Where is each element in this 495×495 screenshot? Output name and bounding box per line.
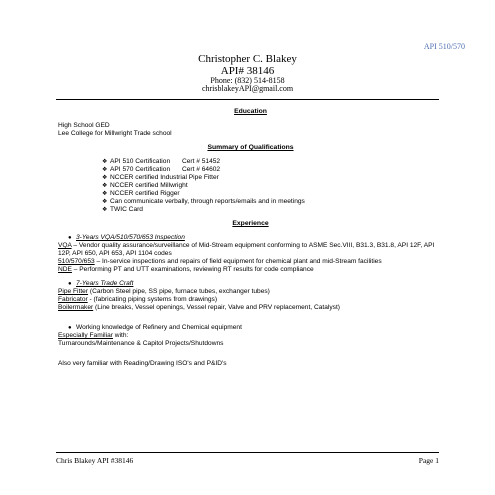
diamond-bullet-icon: ❖	[102, 167, 108, 173]
cert-number: Cert # 51452	[181, 158, 221, 165]
qualification-item: ❖ API 570 Certification Cert # 64602	[102, 166, 221, 173]
bullet-icon: ●	[68, 235, 72, 241]
diamond-bullet-icon: ❖	[102, 183, 108, 189]
education-line: Lee College for Millwright Trade school	[58, 130, 172, 137]
qualification-item: ❖ API 510 Certification Cert # 51452	[102, 158, 221, 165]
phone-number: Phone: (832) 514-8158	[210, 76, 285, 86]
education-title: Education	[234, 108, 267, 115]
resume-header	[0, 54, 495, 94]
boilermaker-line: Boilermaker (Line breaks, Vessel openings, Vessel repair, Valve and PRV replacement, Catalyst)	[58, 304, 340, 311]
header-divider	[56, 99, 439, 100]
experience-title: Experience	[232, 220, 269, 227]
resume-body	[58, 108, 443, 368]
bullet-icon: ●	[68, 325, 72, 331]
qualification-item: ❖ NCCER certified Industrial Pipe Fitter	[102, 174, 219, 181]
working-knowledge-line: ● Working knowledge of Refinery and Chemical equipment	[68, 324, 242, 331]
page-footer	[56, 456, 439, 465]
inspection-510-570-653-line: 510/570/653 – In-service inspections and repairs of field equipment for chemical plant and mid-Stream facilities	[58, 258, 382, 265]
especially-familiar-line: Especially Familiar with:	[58, 332, 129, 339]
api-number: API# 38146	[220, 64, 275, 77]
education-line: High School GED	[58, 122, 110, 129]
diamond-bullet-icon: ❖	[102, 175, 108, 181]
candidate-name: Christopher C. Blakey	[198, 53, 297, 65]
footer-divider	[56, 452, 439, 453]
trade-craft-heading: ● 7-Years Trade Craft	[68, 280, 134, 287]
qualification-item: ❖ NCCER certified Millwright	[102, 182, 188, 189]
vqa-line: VQA – Vendor quality assurance/surveillance of Mid-Stream equipment conforming to ASME Sec.VIII, B31.3, B31.8, API 12F, API 12P, API 650, API 653, API 1104 codes	[58, 242, 435, 257]
api-certification-tag: API 510/570	[423, 42, 465, 51]
cert-number: Cert # 64602	[181, 166, 221, 173]
diamond-bullet-icon: ❖	[102, 207, 108, 213]
page-number: Page 1	[418, 456, 439, 465]
diamond-bullet-icon: ❖	[102, 191, 108, 197]
fabricator-line: Fabricator - (fabricating piping systems from drawings)	[58, 296, 218, 303]
also-familiar-line: Also very familiar with Reading/Drawing ISO's and P&ID's	[58, 360, 227, 367]
diamond-bullet-icon: ❖	[102, 199, 108, 205]
qualification-item: ❖ Can communicate verbally, through reports/emails and in meetings	[102, 198, 305, 205]
inspection-heading: ● 3-Years VQA/510/570/653 Inspection	[68, 234, 185, 241]
footer-name: Chris Blakey API #38146	[56, 456, 134, 465]
qualification-item: ❖ NCCER certified Rigger	[102, 190, 180, 197]
pipe-fitter-line: Pipe Fitter (Carbon Steel pipe, SS pipe, furnace tubes, exchanger tubes)	[58, 288, 270, 295]
qualification-item: ❖ TWIC Card	[102, 206, 143, 213]
qualifications-title: Summary of Qualifications	[207, 144, 294, 151]
nde-line: NDE – Performing PT and UTT examinations, reviewing RT results for code compliance	[58, 266, 314, 273]
email-address: chrisblakeyAPI@gmail.com	[201, 84, 294, 94]
bullet-icon: ●	[68, 281, 72, 287]
turnarounds-line: Turnarounds/Maintenance & Capitol Projects/Shutdowns	[58, 340, 224, 347]
diamond-bullet-icon: ❖	[102, 159, 108, 165]
qualifications-list	[58, 158, 443, 214]
